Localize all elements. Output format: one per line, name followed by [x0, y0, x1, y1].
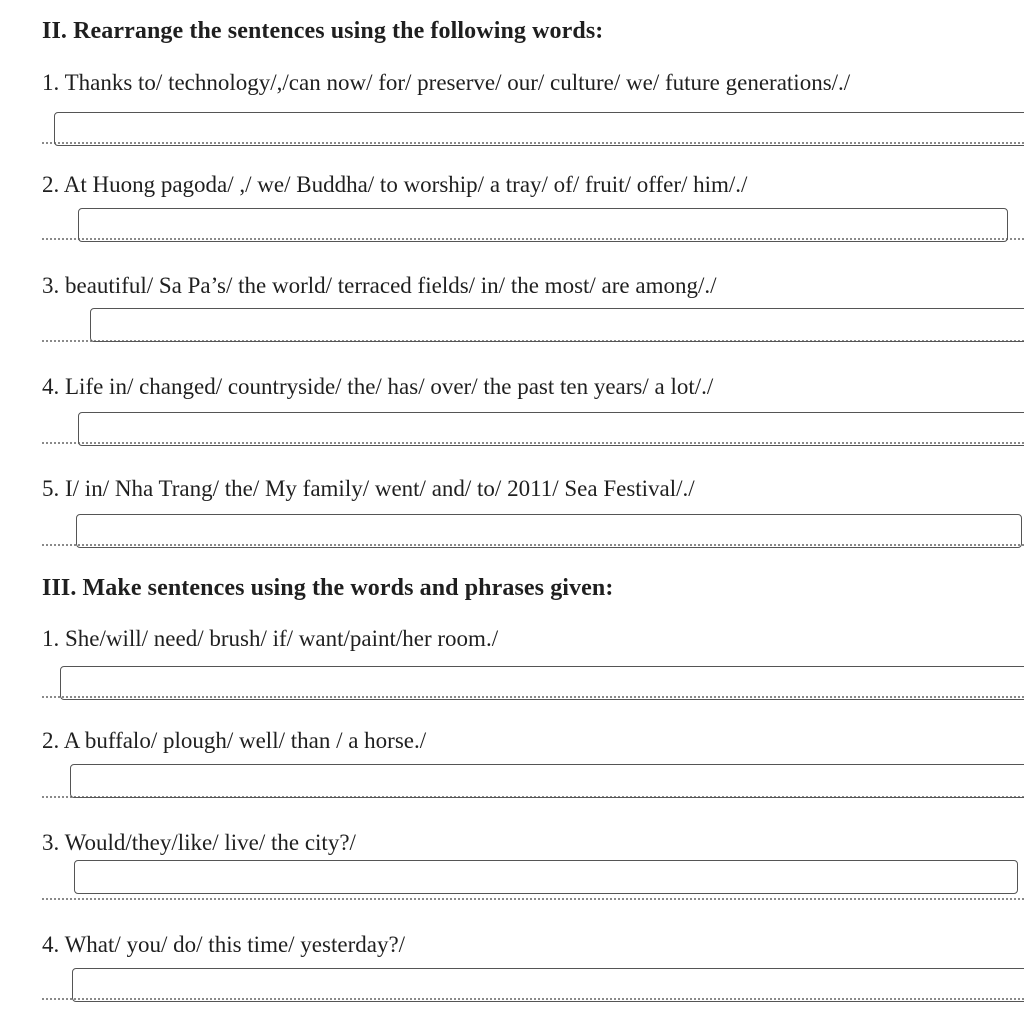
section-3-heading: III. Make sentences using the words and phrases given:	[42, 575, 614, 601]
s3-q4-answer-input[interactable]	[72, 968, 1024, 1002]
s3-q3-dotted-line	[42, 898, 1024, 901]
s2-q1-answer-input[interactable]	[54, 112, 1024, 146]
s2-q3-prompt: 3. beautiful/ Sa Pa’s/ the world/ terraced fields/ in/ the most/ are among/./	[42, 273, 717, 298]
s3-q4-prompt: 4. What/ you/ do/ this time/ yesterday?/	[42, 932, 406, 957]
s2-q4-prompt: 4. Life in/ changed/ countryside/ the/ has/ over/ the past ten years/ a lot/./	[42, 374, 714, 399]
section-2-heading: II. Rearrange the sentences using the following words:	[42, 18, 604, 44]
s3-q1-answer-input[interactable]	[60, 666, 1024, 700]
s3-q1-prompt: 1. She/will/ need/ brush/ if/ want/paint/her room./	[42, 626, 499, 651]
s2-q5-prompt: 5. I/ in/ Nha Trang/ the/ My family/ went/ and/ to/ 2011/ Sea Festival/./	[42, 476, 695, 501]
s2-q3-answer-input[interactable]	[90, 308, 1024, 342]
s2-q5-answer-input[interactable]	[76, 514, 1022, 548]
s2-q2-answer-input[interactable]	[78, 208, 1008, 242]
s2-q2-prompt: 2. At Huong pagoda/ ,/ we/ Buddha/ to worship/ a tray/ of/ fruit/ offer/ him/./	[42, 172, 748, 197]
s3-q2-answer-input[interactable]	[70, 764, 1024, 798]
s2-q1-prompt: 1. Thanks to/ technology/,/can now/ for/ preserve/ our/ culture/ we/ future generations/./	[42, 70, 851, 95]
s3-q3-prompt: 3. Would/they/like/ live/ the city?/	[42, 830, 356, 855]
s3-q3-answer-input[interactable]	[74, 860, 1018, 894]
s2-q4-answer-input[interactable]	[78, 412, 1024, 446]
s3-q2-prompt: 2. A buffalo/ plough/ well/ than / a horse./	[42, 728, 427, 753]
